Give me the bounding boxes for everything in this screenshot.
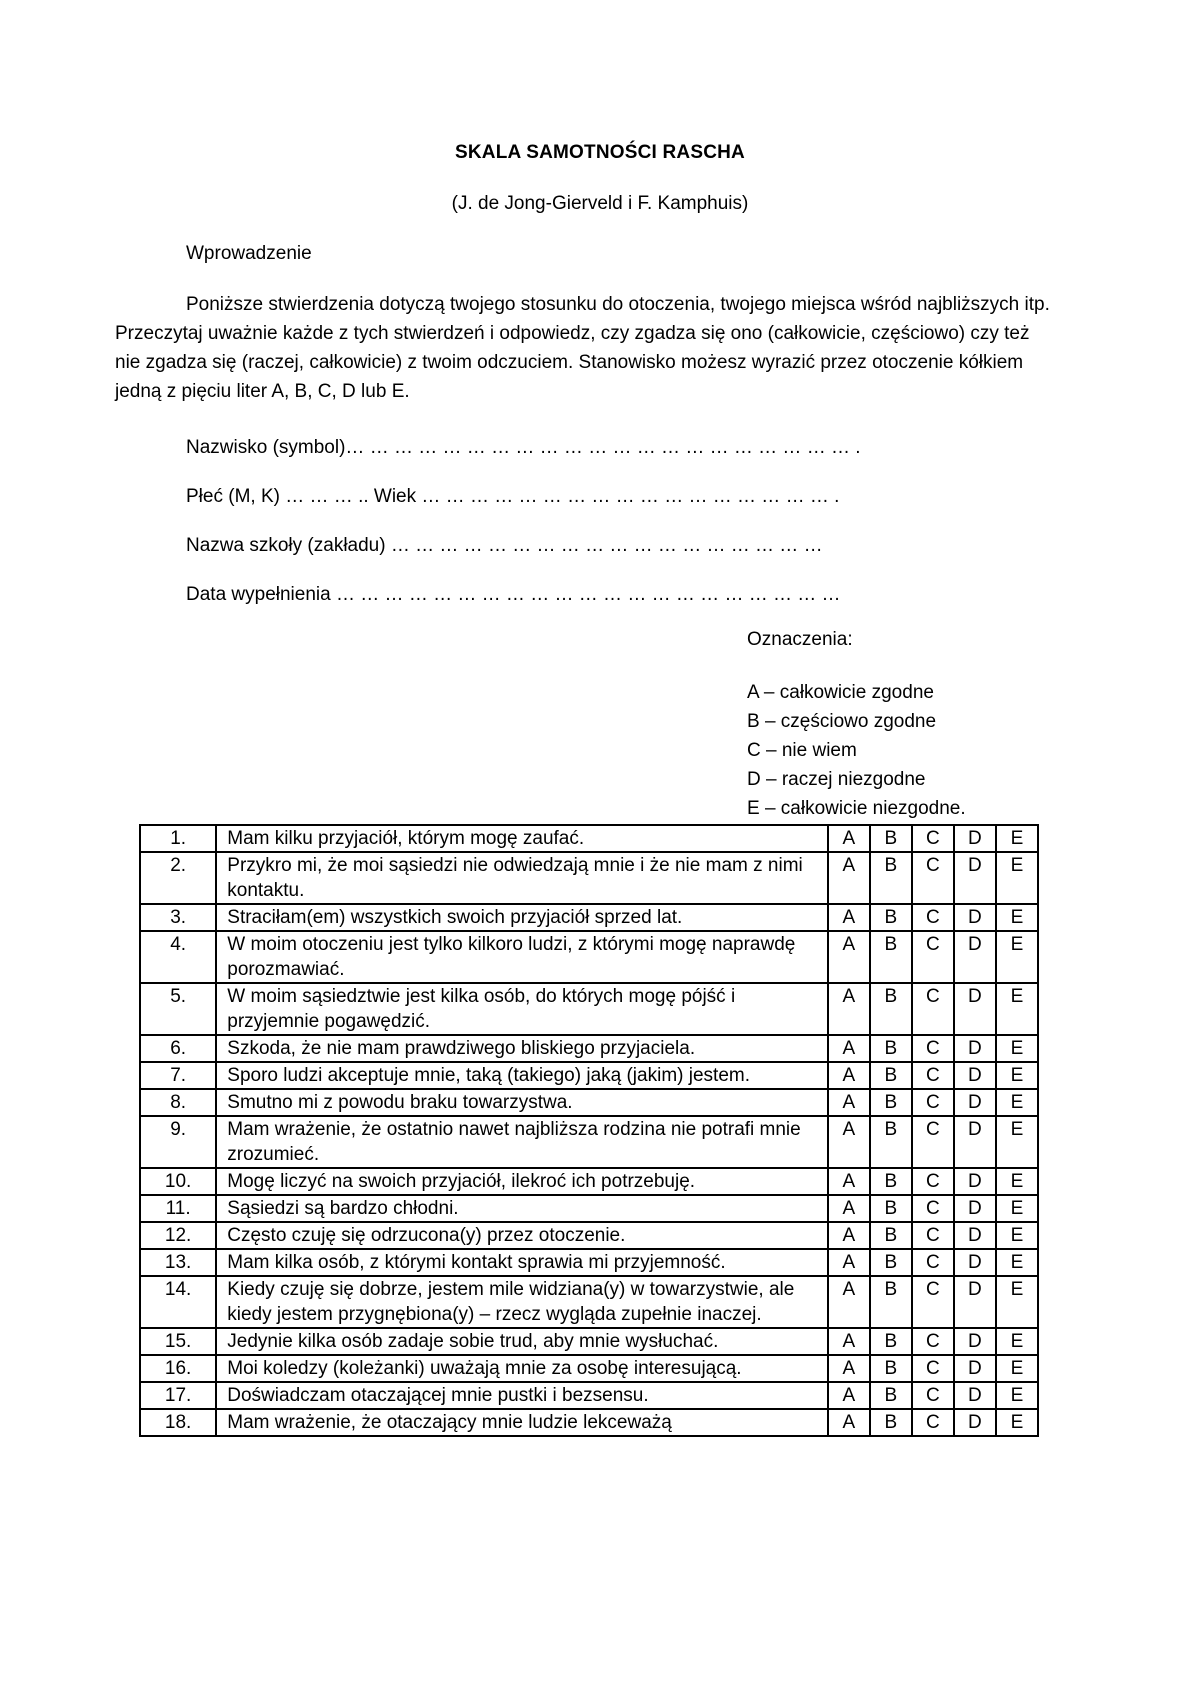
answer-option-a[interactable]: A <box>828 825 870 852</box>
answer-option-a[interactable]: A <box>828 931 870 983</box>
answer-option-a[interactable]: A <box>828 1035 870 1062</box>
answer-option-a[interactable]: A <box>828 1382 870 1409</box>
answer-option-d[interactable]: D <box>954 1089 996 1116</box>
answer-option-a[interactable]: A <box>828 1409 870 1436</box>
row-number: 4. <box>140 931 216 983</box>
document-authors: (J. de Jong-Gierveld i F. Kamphuis) <box>451 193 749 214</box>
table-row <box>140 1355 1038 1382</box>
answer-option-c[interactable]: C <box>912 1035 954 1062</box>
table-row <box>140 1035 1038 1062</box>
answer-option-b[interactable]: B <box>870 1222 912 1249</box>
answer-option-d[interactable]: D <box>954 983 996 1035</box>
answer-option-b[interactable]: B <box>870 825 912 852</box>
row-number: 9. <box>140 1116 216 1168</box>
row-number: 17. <box>140 1382 216 1409</box>
row-number: 14. <box>140 1276 216 1328</box>
answer-option-c[interactable]: C <box>912 852 954 904</box>
statement-text: Mam wrażenie, że otaczający mnie ludzie lekceważą <box>216 1409 828 1436</box>
answer-option-d[interactable]: D <box>954 1116 996 1168</box>
answer-option-a[interactable]: A <box>828 1276 870 1328</box>
row-number: 15. <box>140 1328 216 1355</box>
table-row <box>140 1116 1038 1168</box>
table-row <box>140 1222 1038 1249</box>
answer-option-e[interactable]: E <box>996 983 1038 1035</box>
answer-option-c[interactable]: C <box>912 931 954 983</box>
answer-option-b[interactable]: B <box>870 852 912 904</box>
table-row <box>140 825 1038 852</box>
date-field: Data wypełnienia … … … … … … … … … … … … … … … … … … … … … <box>186 584 841 605</box>
table-row <box>140 1168 1038 1195</box>
table-row <box>140 931 1038 983</box>
answer-option-c[interactable]: C <box>912 1249 954 1276</box>
answer-option-b[interactable]: B <box>870 1409 912 1436</box>
answer-option-e[interactable]: E <box>996 1276 1038 1328</box>
statement-text: Przykro mi, że moi sąsiedzi nie odwiedzają mnie i że nie mam z nimi kontaktu. <box>216 852 828 904</box>
answer-option-e[interactable]: E <box>996 825 1038 852</box>
answer-option-c[interactable]: C <box>912 1328 954 1355</box>
answer-option-e[interactable]: E <box>996 1222 1038 1249</box>
statement-text: Sporo ludzi akceptuje mnie, taką (takiego) jaką (jakim) jestem. <box>216 1062 828 1089</box>
row-number: 16. <box>140 1355 216 1382</box>
answer-option-e[interactable]: E <box>996 1195 1038 1222</box>
answer-option-a[interactable]: A <box>828 1168 870 1195</box>
statement-text: Jedynie kilka osób zadaje sobie trud, aby mnie wysłuchać. <box>216 1328 828 1355</box>
table-row <box>140 1409 1038 1436</box>
row-number: 18. <box>140 1409 216 1436</box>
table-row <box>140 852 1038 904</box>
answer-option-d[interactable]: D <box>954 1249 996 1276</box>
row-number: 2. <box>140 852 216 904</box>
answer-option-e[interactable]: E <box>996 931 1038 983</box>
statement-text: W moim otoczeniu jest tylko kilkoro ludzi, z którymi mogę naprawdę porozmawiać. <box>216 931 828 983</box>
legend-title: Oznaczenia: <box>747 629 853 650</box>
table-row <box>140 904 1038 931</box>
answer-option-b[interactable]: B <box>870 1249 912 1276</box>
statement-text: Sąsiedzi są bardzo chłodni. <box>216 1195 828 1222</box>
row-number: 8. <box>140 1089 216 1116</box>
answer-option-a[interactable]: A <box>828 1116 870 1168</box>
answer-option-e[interactable]: E <box>996 1035 1038 1062</box>
answer-option-c[interactable]: C <box>912 825 954 852</box>
answer-option-d[interactable]: D <box>954 1276 996 1328</box>
row-number: 12. <box>140 1222 216 1249</box>
statement-text: Moi koledzy (koleżanki) uważają mnie za osobę interesującą. <box>216 1355 828 1382</box>
answer-option-d[interactable]: D <box>954 825 996 852</box>
answer-option-b[interactable]: B <box>870 1089 912 1116</box>
answer-option-c[interactable]: C <box>912 1409 954 1436</box>
answer-option-b[interactable]: B <box>870 1035 912 1062</box>
answer-option-a[interactable]: A <box>828 1249 870 1276</box>
answer-option-d[interactable]: D <box>954 931 996 983</box>
intro-text: Poniższe stwierdzenia dotyczą twojego stosunku do otoczenia, twojego miejsca wśród najbliższych itp. Przeczytaj uważnie każde z tych stwierdzeń i odpowiedz, czy zgadza się ono (całkowicie, częściowo) czy też nie zgadza się (raczej, całkowicie) z twoim odczuciem. Stanowisko możesz wyrazić przez otoczenie kółkiem jedną z pięciu liter A, B, C, D lub E. <box>115 294 1050 402</box>
answer-option-e[interactable]: E <box>996 1089 1038 1116</box>
answer-option-e[interactable]: E <box>996 904 1038 931</box>
legend-item: D – raczej niezgodne <box>747 769 926 790</box>
answer-option-c[interactable]: C <box>912 1276 954 1328</box>
statement-text: Kiedy czuję się dobrze, jestem mile widziana(y) w towarzystwie, ale kiedy jestem przygnębiona(y) – rzecz wygląda zupełnie inaczej. <box>216 1276 828 1328</box>
table-row <box>140 1195 1038 1222</box>
answer-option-e[interactable]: E <box>996 1168 1038 1195</box>
answer-option-b[interactable]: B <box>870 983 912 1035</box>
answer-option-b[interactable]: B <box>870 1195 912 1222</box>
legend-item: E – całkowicie niezgodne. <box>747 798 966 819</box>
statement-text: Często czuję się odrzucona(y) przez otoczenie. <box>216 1222 828 1249</box>
statement-text: Doświadczam otaczającej mnie pustki i bezsensu. <box>216 1382 828 1409</box>
intro-heading: Wprowadzenie <box>186 243 312 264</box>
table-row <box>140 1249 1038 1276</box>
document-title: SKALA SAMOTNOŚCI RASCHA <box>455 142 745 163</box>
answer-option-d[interactable]: D <box>954 1409 996 1436</box>
answer-option-a[interactable]: A <box>828 1222 870 1249</box>
answer-option-b[interactable]: B <box>870 1328 912 1355</box>
legend-list <box>747 678 966 823</box>
answer-option-b[interactable]: B <box>870 904 912 931</box>
answer-option-d[interactable]: D <box>954 1355 996 1382</box>
answer-option-a[interactable]: A <box>828 1195 870 1222</box>
legend-item: B – częściowo zgodne <box>747 711 937 732</box>
answer-option-d[interactable]: D <box>954 1195 996 1222</box>
answer-option-a[interactable]: A <box>828 1328 870 1355</box>
scale-table-body <box>140 825 1038 1436</box>
answer-option-d[interactable]: D <box>954 1168 996 1195</box>
table-row <box>140 1062 1038 1089</box>
table-row <box>140 1276 1038 1328</box>
statement-text: Mogę liczyć na swoich przyjaciół, ilekroć ich potrzebuję. <box>216 1168 828 1195</box>
legend-item: C – nie wiem <box>747 740 857 761</box>
statement-text: Mam kilka osób, z którymi kontakt sprawia mi przyjemność. <box>216 1249 828 1276</box>
row-number: 6. <box>140 1035 216 1062</box>
statement-text: Szkoda, że nie mam prawdziwego bliskiego przyjaciela. <box>216 1035 828 1062</box>
answer-option-c[interactable]: C <box>912 904 954 931</box>
answer-option-d[interactable]: D <box>954 852 996 904</box>
answer-option-a[interactable]: A <box>828 1062 870 1089</box>
answer-option-d[interactable]: D <box>954 1035 996 1062</box>
statement-text: Straciłam(em) wszystkich swoich przyjaciół sprzed lat. <box>216 904 828 931</box>
row-number: 11. <box>140 1195 216 1222</box>
sex-age-field: Płeć (M, K) … … … .. Wiek … … … … … … … … … … … … … … … … … . <box>186 486 840 507</box>
answer-option-e[interactable]: E <box>996 1409 1038 1436</box>
answer-option-b[interactable]: B <box>870 1382 912 1409</box>
table-row <box>140 1328 1038 1355</box>
row-number: 3. <box>140 904 216 931</box>
answer-option-c[interactable]: C <box>912 1355 954 1382</box>
statement-text: Smutno mi z powodu braku towarzystwa. <box>216 1089 828 1116</box>
intro-paragraph <box>115 290 1055 406</box>
statement-text: W moim sąsiedztwie jest kilka osób, do których mogę pójść i przyjemnie pogawędzić. <box>216 983 828 1035</box>
answer-option-b[interactable]: B <box>870 1168 912 1195</box>
answer-option-d[interactable]: D <box>954 1222 996 1249</box>
answer-option-d[interactable]: D <box>954 1328 996 1355</box>
answer-option-c[interactable]: C <box>912 1062 954 1089</box>
answer-option-b[interactable]: B <box>870 1116 912 1168</box>
answer-option-e[interactable]: E <box>996 1328 1038 1355</box>
answer-option-b[interactable]: B <box>870 1276 912 1328</box>
answer-option-c[interactable]: C <box>912 983 954 1035</box>
answer-option-a[interactable]: A <box>828 852 870 904</box>
statement-text: Mam wrażenie, że ostatnio nawet najbliższa rodzina nie potrafi mnie zrozumieć. <box>216 1116 828 1168</box>
answer-option-a[interactable]: A <box>828 983 870 1035</box>
legend-item: A – całkowicie zgodne <box>747 682 934 703</box>
answer-option-e[interactable]: E <box>996 1355 1038 1382</box>
answer-option-c[interactable]: C <box>912 1195 954 1222</box>
row-number: 13. <box>140 1249 216 1276</box>
statement-text: Mam kilku przyjaciół, którym mogę zaufać. <box>216 825 828 852</box>
answer-option-c[interactable]: C <box>912 1222 954 1249</box>
row-number: 5. <box>140 983 216 1035</box>
answer-option-d[interactable]: D <box>954 904 996 931</box>
table-row <box>140 1089 1038 1116</box>
answer-option-e[interactable]: E <box>996 1249 1038 1276</box>
answer-option-a[interactable]: A <box>828 1355 870 1382</box>
answer-option-d[interactable]: D <box>954 1062 996 1089</box>
row-number: 10. <box>140 1168 216 1195</box>
answer-option-a[interactable]: A <box>828 904 870 931</box>
name-field: Nazwisko (symbol)… … … … … … … … … … … … … … … … … … … … … . <box>186 437 861 458</box>
answer-option-c[interactable]: C <box>912 1089 954 1116</box>
school-field: Nazwa szkoły (zakładu) … … … … … … … … … … … … … … … … … … <box>186 535 823 556</box>
row-number: 7. <box>140 1062 216 1089</box>
answer-option-b[interactable]: B <box>870 1062 912 1089</box>
answer-option-e[interactable]: E <box>996 1062 1038 1089</box>
row-number: 1. <box>140 825 216 852</box>
answer-option-b[interactable]: B <box>870 1355 912 1382</box>
answer-option-d[interactable]: D <box>954 1382 996 1409</box>
answer-option-c[interactable]: C <box>912 1116 954 1168</box>
table-row <box>140 983 1038 1035</box>
answer-option-a[interactable]: A <box>828 1089 870 1116</box>
scale-table <box>139 824 1039 1437</box>
answer-option-c[interactable]: C <box>912 1382 954 1409</box>
answer-option-c[interactable]: C <box>912 1168 954 1195</box>
answer-option-e[interactable]: E <box>996 1382 1038 1409</box>
answer-option-b[interactable]: B <box>870 931 912 983</box>
answer-option-e[interactable]: E <box>996 1116 1038 1168</box>
table-row <box>140 1382 1038 1409</box>
answer-option-e[interactable]: E <box>996 852 1038 904</box>
